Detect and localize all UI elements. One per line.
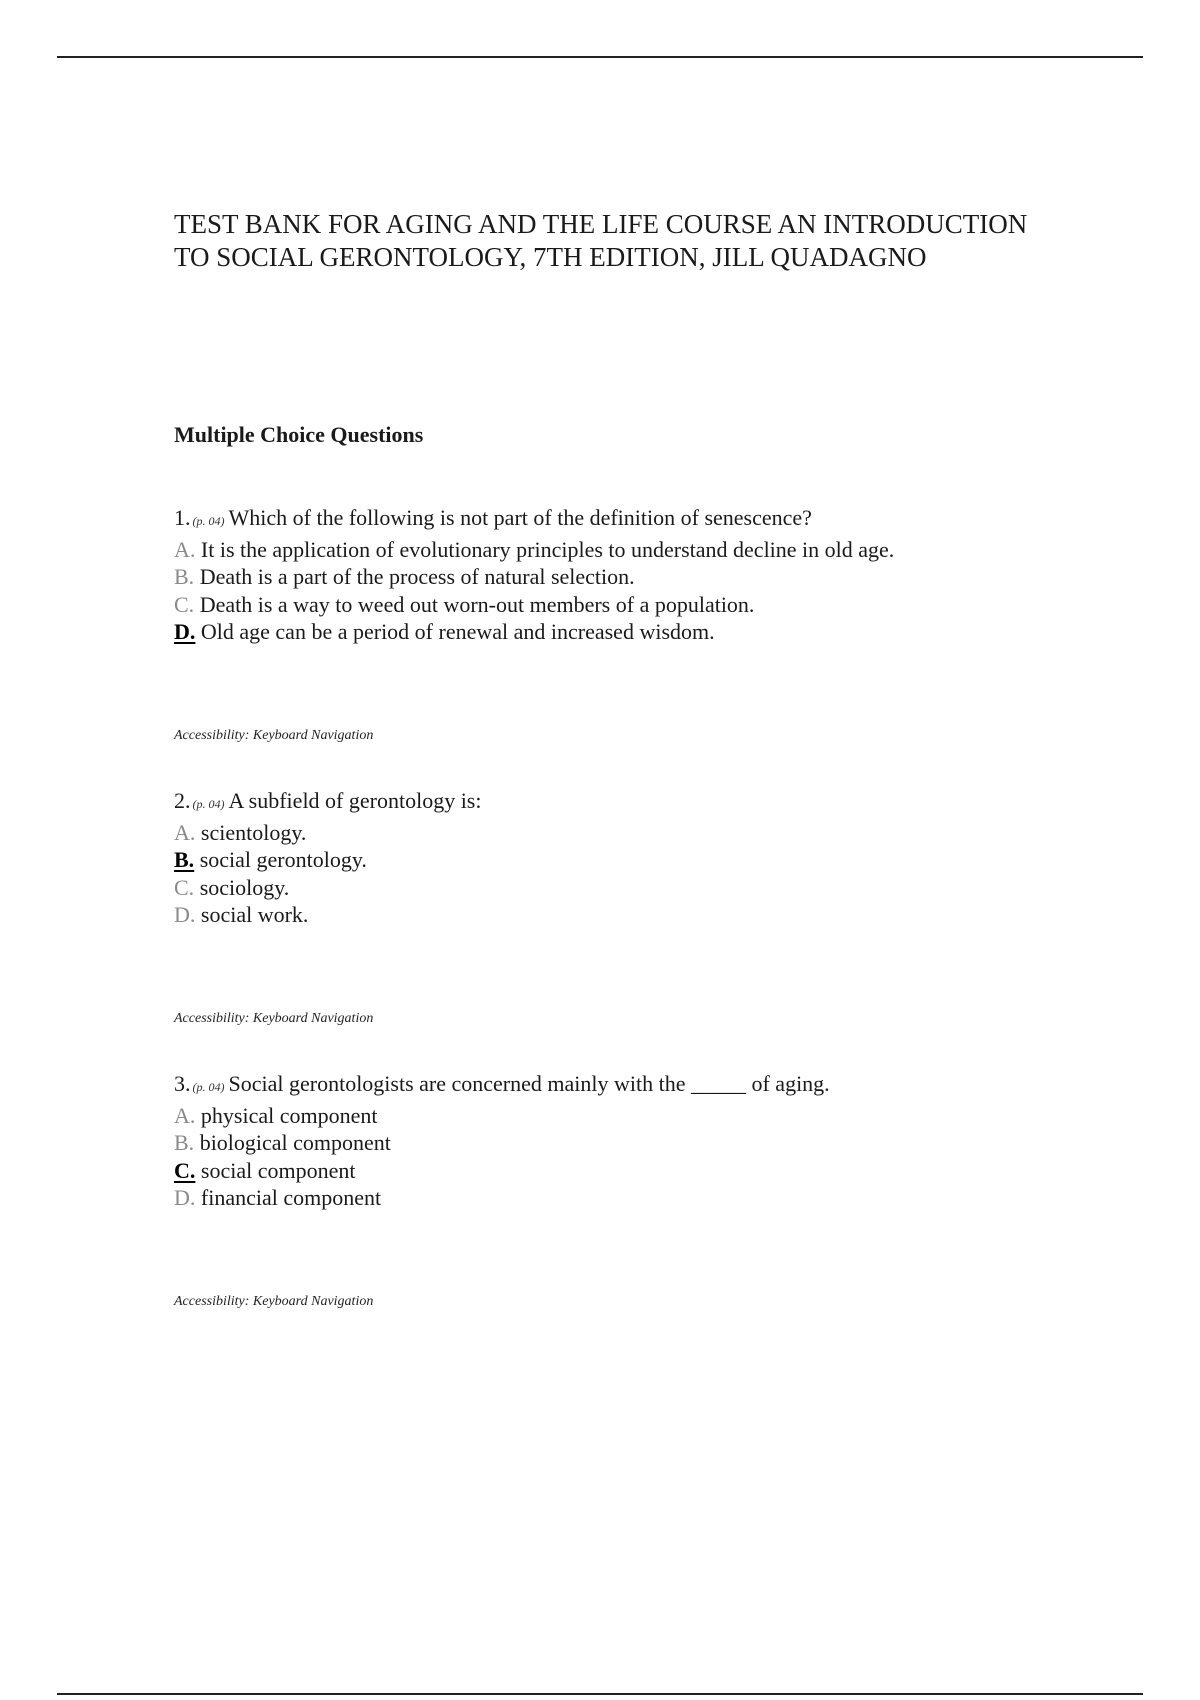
- option-text: biological component: [199, 1130, 391, 1155]
- option-text: Old age can be a period of renewal and increased wisdom.: [200, 619, 715, 644]
- correct-option-letter: D.: [174, 619, 196, 644]
- option-letter: B.: [174, 1130, 195, 1155]
- option-letter: C.: [174, 591, 195, 617]
- option-a: [174, 1102, 1094, 1130]
- option-text: Death is a part of the process of natural selection.: [199, 564, 635, 589]
- question-3: [174, 1070, 1094, 1310]
- correct-option-letter: B.: [174, 847, 195, 872]
- option-letter: A.: [174, 536, 196, 562]
- question-1: [174, 504, 1094, 744]
- option-text: scientology.: [200, 819, 307, 845]
- option-d: [174, 1184, 1094, 1212]
- question-number: 3.: [174, 1071, 191, 1096]
- option-letter: B.: [174, 564, 195, 589]
- option-text: physical component: [200, 1102, 378, 1128]
- option-b: [174, 846, 1094, 874]
- top-rule: [57, 56, 1143, 58]
- page-reference: (p. 04): [192, 514, 225, 528]
- option-d: [174, 901, 1094, 929]
- question-stem: [174, 787, 1094, 819]
- option-letter: A.: [174, 819, 196, 845]
- option-text: social work.: [200, 902, 309, 927]
- option-text: Death is a way to weed out worn-out members of a population.: [199, 591, 755, 617]
- question-stem: [174, 1070, 1094, 1102]
- question-number: 1.: [174, 505, 191, 530]
- question-text: Which of the following is not part of the definition of senescence?: [228, 505, 812, 530]
- option-text: It is the application of evolutionary principles to understand decline in old age.: [200, 536, 895, 562]
- section-heading: Multiple Choice Questions: [174, 422, 424, 447]
- option-d: [174, 618, 1094, 646]
- option-letter: D.: [174, 1185, 196, 1210]
- option-letter: C.: [174, 874, 195, 900]
- question-text: A subfield of gerontology is:: [228, 788, 482, 813]
- accessibility-note: Accessibility: Keyboard Navigation: [174, 1293, 374, 1309]
- title-line-2: TO SOCIAL GERONTOLOGY, 7TH EDITION, JILL QUADAGNO: [174, 242, 927, 272]
- document-body: [174, 208, 1094, 1309]
- option-c: [174, 874, 1094, 902]
- page-reference: (p. 04): [192, 797, 225, 811]
- option-c: [174, 591, 1094, 619]
- question-stem: [174, 504, 1094, 536]
- option-text: social component: [200, 1157, 356, 1183]
- accessibility-note: Accessibility: Keyboard Navigation: [174, 1010, 374, 1026]
- option-a: [174, 819, 1094, 847]
- question-number: 2.: [174, 788, 191, 813]
- document-title: [174, 208, 1094, 274]
- option-a: [174, 536, 1094, 564]
- option-text: financial component: [200, 1185, 382, 1210]
- correct-option-letter: C.: [174, 1157, 196, 1183]
- option-b: [174, 563, 1094, 591]
- option-b: [174, 1129, 1094, 1157]
- bottom-rule: [57, 1693, 1143, 1695]
- question-text: Social gerontologists are concerned mainly with the _____ of aging.: [228, 1071, 830, 1096]
- option-c: [174, 1157, 1094, 1185]
- page-reference: (p. 04): [192, 1080, 225, 1094]
- title-line-1: TEST BANK FOR AGING AND THE LIFE COURSE AN INTRODUCTION: [174, 209, 1028, 239]
- option-letter: D.: [174, 902, 196, 927]
- option-text: sociology.: [199, 874, 290, 900]
- option-letter: A.: [174, 1102, 196, 1128]
- question-2: [174, 787, 1094, 1027]
- option-text: social gerontology.: [199, 847, 367, 872]
- accessibility-note: Accessibility: Keyboard Navigation: [174, 727, 374, 743]
